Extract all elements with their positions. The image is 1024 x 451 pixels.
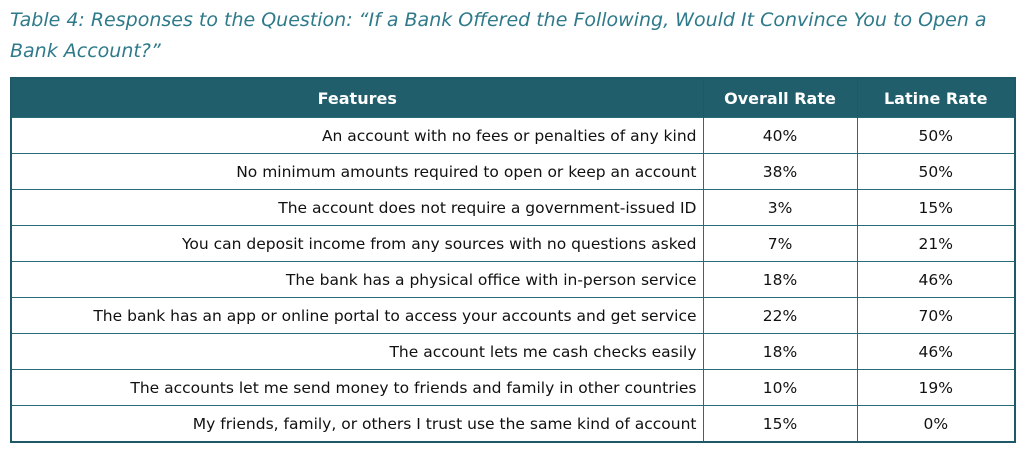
table-row	[11, 262, 1015, 298]
responses-table-container	[10, 77, 1014, 443]
responses-table	[10, 77, 1016, 443]
header-overall-rate: Overall Rate	[703, 78, 857, 118]
feature-cell: An account with no fees or penalties of any kind	[11, 118, 703, 154]
latine-rate-cell: 46%	[857, 262, 1015, 298]
table-row	[11, 118, 1015, 154]
latine-rate-cell: 70%	[857, 298, 1015, 334]
table-row	[11, 370, 1015, 406]
latine-rate-cell: 21%	[857, 226, 1015, 262]
overall-rate-cell: 18%	[703, 262, 857, 298]
feature-cell: You can deposit income from any sources with no questions asked	[11, 226, 703, 262]
feature-cell: The bank has a physical office with in-person service	[11, 262, 703, 298]
overall-rate-cell: 7%	[703, 226, 857, 262]
latine-rate-cell: 19%	[857, 370, 1015, 406]
table-row	[11, 406, 1015, 443]
overall-rate-cell: 3%	[703, 190, 857, 226]
table-row	[11, 154, 1015, 190]
table-caption: Table 4: Responses to the Question: “If a Bank Offered the Following, Would It Convince You to Open a Bank Account?”	[10, 9, 987, 62]
feature-cell: The bank has an app or online portal to access your accounts and get service	[11, 298, 703, 334]
latine-rate-cell: 15%	[857, 190, 1015, 226]
table-row	[11, 334, 1015, 370]
table-header	[11, 78, 1015, 118]
table-row	[11, 298, 1015, 334]
latine-rate-cell: 0%	[857, 406, 1015, 443]
overall-rate-cell: 15%	[703, 406, 857, 443]
table-body	[11, 118, 1015, 443]
latine-rate-cell: 50%	[857, 154, 1015, 190]
header-row	[11, 78, 1015, 118]
latine-rate-cell: 46%	[857, 334, 1015, 370]
table-row	[11, 190, 1015, 226]
feature-cell: My friends, family, or others I trust use the same kind of account	[11, 406, 703, 443]
overall-rate-cell: 22%	[703, 298, 857, 334]
overall-rate-cell: 18%	[703, 334, 857, 370]
header-features: Features	[11, 78, 703, 118]
header-latine-rate: Latine Rate	[857, 78, 1015, 118]
overall-rate-cell: 38%	[703, 154, 857, 190]
feature-cell: The account does not require a government-issued ID	[11, 190, 703, 226]
table-row	[11, 226, 1015, 262]
latine-rate-cell: 50%	[857, 118, 1015, 154]
feature-cell: The account lets me cash checks easily	[11, 334, 703, 370]
overall-rate-cell: 40%	[703, 118, 857, 154]
feature-cell: No minimum amounts required to open or keep an account	[11, 154, 703, 190]
feature-cell: The accounts let me send money to friends and family in other countries	[11, 370, 703, 406]
overall-rate-cell: 10%	[703, 370, 857, 406]
